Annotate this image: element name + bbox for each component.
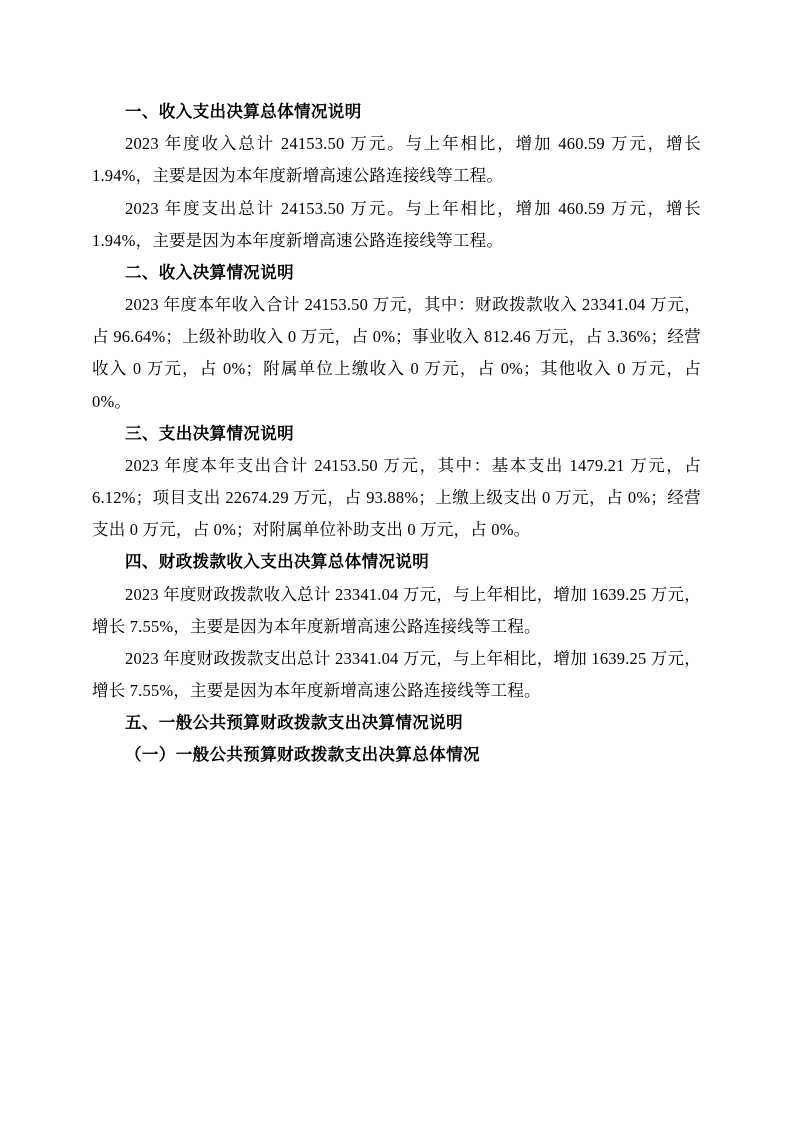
paragraph-income-total: 2023 年度收入总计 24153.50 万元。与上年相比，增加 460.59 万元，增长 1.94%，主要是因为本年度新增高速公路连接线等工程。 (92, 134, 701, 186)
document-body (92, 96, 701, 772)
paragraph-fiscal-income: 2023 年度财政拨款收入总计 23341.04 万元，与上年相比，增加 1639.25 万元，增长 7.55%，主要是因为本年度新增高速公路连接线等工程。 (92, 584, 701, 636)
paragraph-income-detail: 2023 年度本年收入合计 24153.50 万元，其中：财政拨款收入 23341.04 万元，占 96.64%；上级补助收入 0 万元，占 0%；事业收入 812.46 万元，占 3.36%；经营收入 0 万元，占 0%；附属单位上缴收入 0 万元，占 0%；其他收入 0 万元，占 0%。 (92, 295, 701, 411)
section-heading-4: 四、财政拨款收入支出决算总体情况说明 (125, 552, 430, 572)
subsection-heading-5-1: （一）一般公共预算财政拨款支出决算总体情况 (125, 745, 480, 765)
section-heading-5: 五、一般公共预算财政拨款支出决算情况说明 (125, 713, 463, 733)
section-heading-1: 一、收入支出决算总体情况说明 (125, 102, 362, 121)
paragraph-expenditure-total: 2023 年度支出总计 24153.50 万元。与上年相比，增加 460.59 万元，增长 1.94%，主要是因为本年度新增高速公路连接线等工程。 (92, 198, 701, 250)
paragraph-fiscal-expenditure: 2023 年度财政拨款支出总计 23341.04 万元，与上年相比，增加 1639.25 万元，增长 7.55%，主要是因为本年度新增高速公路连接线等工程。 (92, 648, 701, 701)
section-heading-3: 三、支出决算情况说明 (125, 423, 294, 443)
paragraph-expenditure-detail: 2023 年度本年支出合计 24153.50 万元，其中：基本支出 1479.21 万元，占 6.12%；项目支出 22674.29 万元，占 93.88%；上缴上级支出 0 万元，占 0%；经营支出 0 万元，占 0%；对附属单位补助支出 0 万元，占 0%。 (92, 455, 701, 540)
section-heading-2: 二、收入决算情况说明 (125, 262, 294, 282)
